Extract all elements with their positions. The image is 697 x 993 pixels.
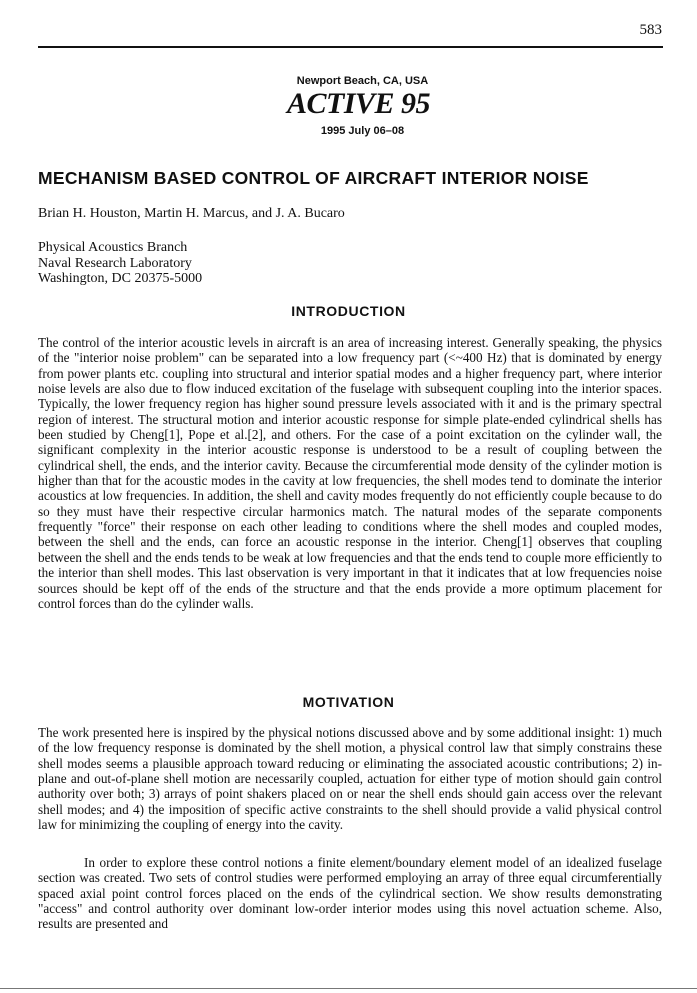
conference-name: ACTIVE 95 [286,87,431,120]
conference-dates: 1995 July 06–08 [320,125,405,137]
motivation-paragraph-2: In order to explore these control notions a finite element/boundary element model of an idealized fuselage section was created. Two sets of control studies were performed employing an array of three equal circumferentially spaced axial point control forces placed on the ends of the cylindrical section. We show results demonstrating "access" and control authority over dominant low-order interior modes using this novel actuation scheme. Also, results are presented and [38,855,662,932]
footer-rule [0,988,697,989]
affiliation-line: Washington, DC 20375-5000 [38,271,203,286]
affiliation-line: Naval Research Laboratory [38,255,192,271]
paper-title: MECHANISM BASED CONTROL OF AIRCRAFT INTERIOR NOISE [38,168,589,188]
header-rule [38,46,663,48]
page-number: 583 [639,22,662,38]
introduction-paragraph: The control of the interior acoustic levels in aircraft is an area of increasing interest. Generally speaking, the physics of the "interior noise problem" can be separated into a low frequency part (<~400 Hz) that is dominated by energy from power plants etc. coupling into structural and interior spatial modes and a higher frequency part, where interior noise levels are also due to flow induced excitation of the fuselage with subsequent coupling into the interior spaces. Typically, the lower frequency region has higher sound pressure levels associated with it and is the primary spectral region of interest. The structural motion and interior acoustic response for simple plate-ended cylindrical shells has been studied by Cheng[1], Pope et al.[2], and others. For the case of a point excitation on the cylinder wall, the significant complexity in the interior acoustic response is understood to be a result of coupling between the cylindrical shell, the ends, and the interior cavity. Because the circumferential mode density of the cylinder motion is higher than that for the acoustic modes in the cavity at low frequencies, the shell modes tend to dominate the interior acoustics at low frequencies. In addition, the shell and cavity modes frequently do not efficiently couple because to do so they must have their respective circular harmonics match. The natural modes of the separate components frequently "force" their response on each other leading to conditions where the shell modes and coupled modes, between the shell and the ends, can force an acoustic response in the interior. Cheng[1] observes that coupling between the shell and the ends tends to be weak at low frequencies and that the ends tend to couple more efficiently to the interior than shell modes. This last observation is very important in that it indicates that at low frequencies noise sources should be kept off of the ends of the structure and that the ends provide a more optimum placement for control forces than do the cylinder walls. [38,335,662,611]
author-affiliation [38,240,202,287]
conference-location: Newport Beach, CA, USA [296,75,429,87]
paper-authors: Brian H. Houston, Martin H. Marcus, and J. A. Bucaro [38,206,345,221]
introduction-heading: INTRODUCTION [291,303,406,319]
motivation-paragraph-1: The work presented here is inspired by the physical notions discussed above and by some additional insight: 1) much of the low frequency response is dominated by the shell motion, a physical control law that simply constrains these shell modes seems a plausible approach toward reducing or eliminating the associated acoustic contributions; 2) in-plane and out-of-plane shell motion are necessarily coupled, actuation for either type of motion should gain control authority over both; 3) arrays of point shakers placed on or near the shell ends should gain access over the relevant shell modes; and 4) the imposition of specific active constraints to the shell should provide a valid physical control law for minimizing the coupling of energy into the cavity. [38,725,662,833]
affiliation-line: Physical Acoustics Branch [38,240,188,255]
motivation-heading: MOTIVATION [302,694,395,710]
